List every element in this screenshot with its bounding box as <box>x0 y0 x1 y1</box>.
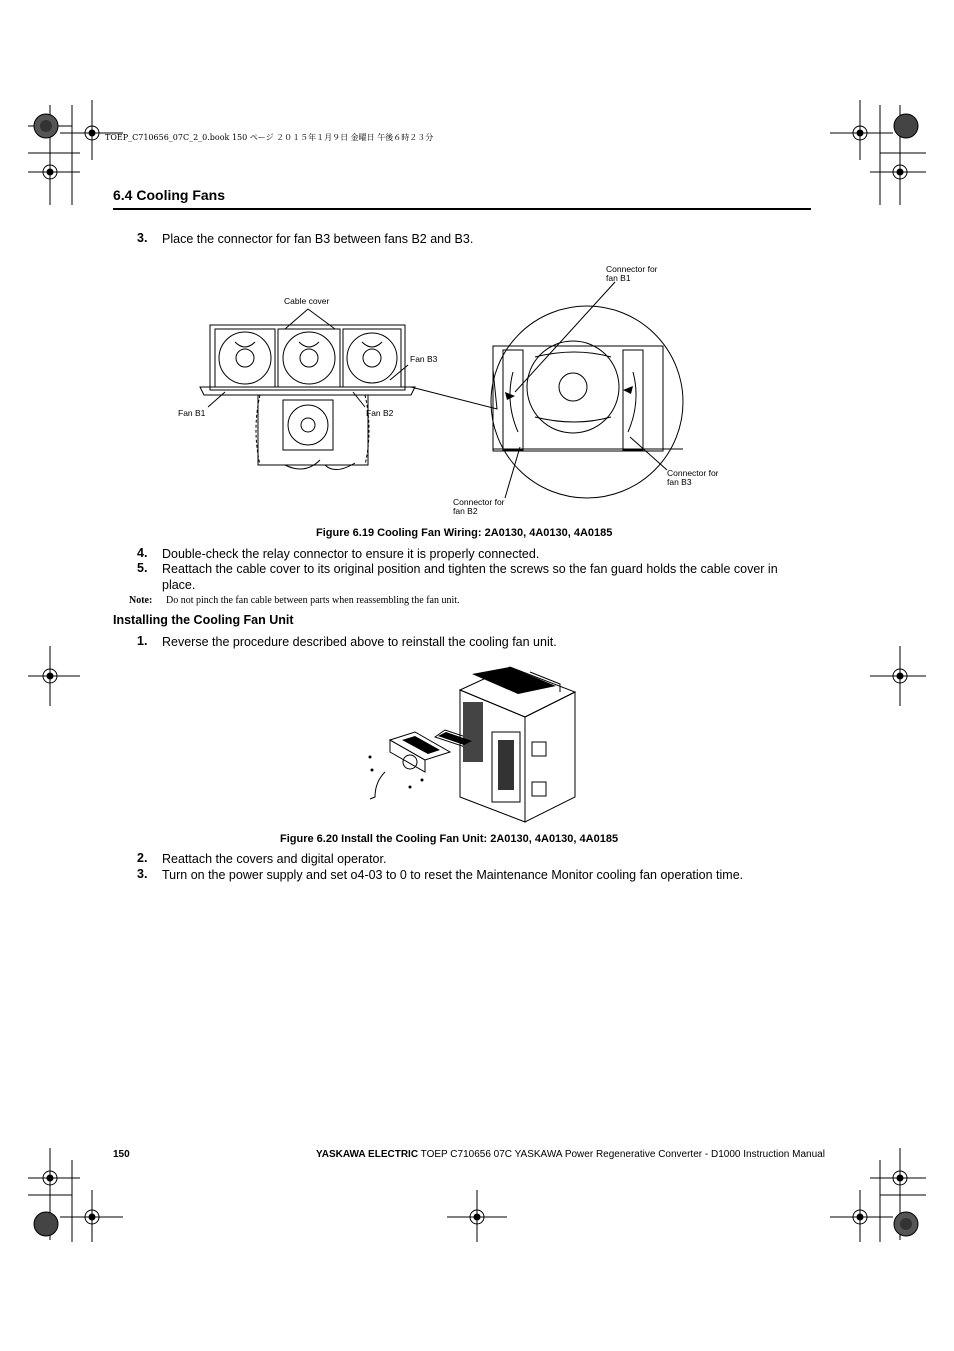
subheading: Installing the Cooling Fan Unit <box>113 613 294 627</box>
step-text: Place the connector for fan B3 between fans B2 and B3. <box>162 232 474 246</box>
section-divider <box>113 208 811 210</box>
label-fan-b3: Fan B3 <box>410 354 438 364</box>
label-connector-b2-line2: fan B2 <box>453 506 478 516</box>
footer-brand: YASKAWA ELECTRIC <box>316 1149 419 1160</box>
step-number: 4. <box>137 546 148 560</box>
step-text: Reverse the procedure described above to reinstall the cooling fan unit. <box>162 635 557 649</box>
label-connector-b1 <box>606 265 658 283</box>
note-label: Note: <box>129 595 153 606</box>
step-number: 3. <box>137 867 148 881</box>
step-text: Reattach the covers and digital operator. <box>162 852 387 866</box>
book-header: TOEP_C710656_07C_2_0.book 150 ページ ２０１５年１月９日 金曜日 午後６時２３分 <box>105 133 434 142</box>
footer-manual-title <box>316 1149 825 1160</box>
label-connector-b3-line1: Connector for <box>667 468 719 478</box>
figure-install-fan-unit <box>360 662 580 822</box>
step-number: 1. <box>137 634 148 648</box>
note-text: Do not pinch the fan cable between parts when reassembling the fan unit. <box>166 595 460 606</box>
step-number: 2. <box>137 851 148 865</box>
label-fan-b2: Fan B2 <box>366 408 394 418</box>
step-text: Turn on the power supply and set o4-03 to 0 to reset the Maintenance Monitor cooling fan operation time. <box>162 868 744 882</box>
label-connector-b2 <box>453 498 505 516</box>
label-connector-b2-line1: Connector for <box>453 497 505 507</box>
footer-manual: TOEP C710656 07C YASKAWA Power Regenerative Converter - D1000 Instruction Manual <box>418 1149 825 1160</box>
label-connector-b3 <box>667 469 719 487</box>
figure-caption: Figure 6.20 Install the Cooling Fan Unit: 2A0130, 4A0130, 4A0185 <box>280 833 619 845</box>
label-cable-cover: Cable cover <box>284 296 330 306</box>
label-fan-b1: Fan B1 <box>178 408 206 418</box>
figure-cooling-fan-wiring <box>175 262 695 522</box>
step-text: Reattach the cable cover to its original position and tighten the screws so the fan guard holds the cable cover in place. <box>162 562 778 592</box>
label-connector-b3-line2: fan B3 <box>667 477 692 487</box>
section-title: 6.4 Cooling Fans <box>113 187 226 203</box>
label-connector-b1-line2: fan B1 <box>606 273 631 283</box>
label-connector-b1-line1: Connector for <box>606 264 658 274</box>
figure-caption: Figure 6.19 Cooling Fan Wiring: 2A0130, 4A0130, 4A0185 <box>316 527 613 539</box>
step-number: 5. <box>137 561 148 575</box>
step-text: Double-check the relay connector to ensure it is properly connected. <box>162 547 540 561</box>
step-number: 3. <box>137 231 148 245</box>
page-number: 150 <box>113 1149 130 1160</box>
